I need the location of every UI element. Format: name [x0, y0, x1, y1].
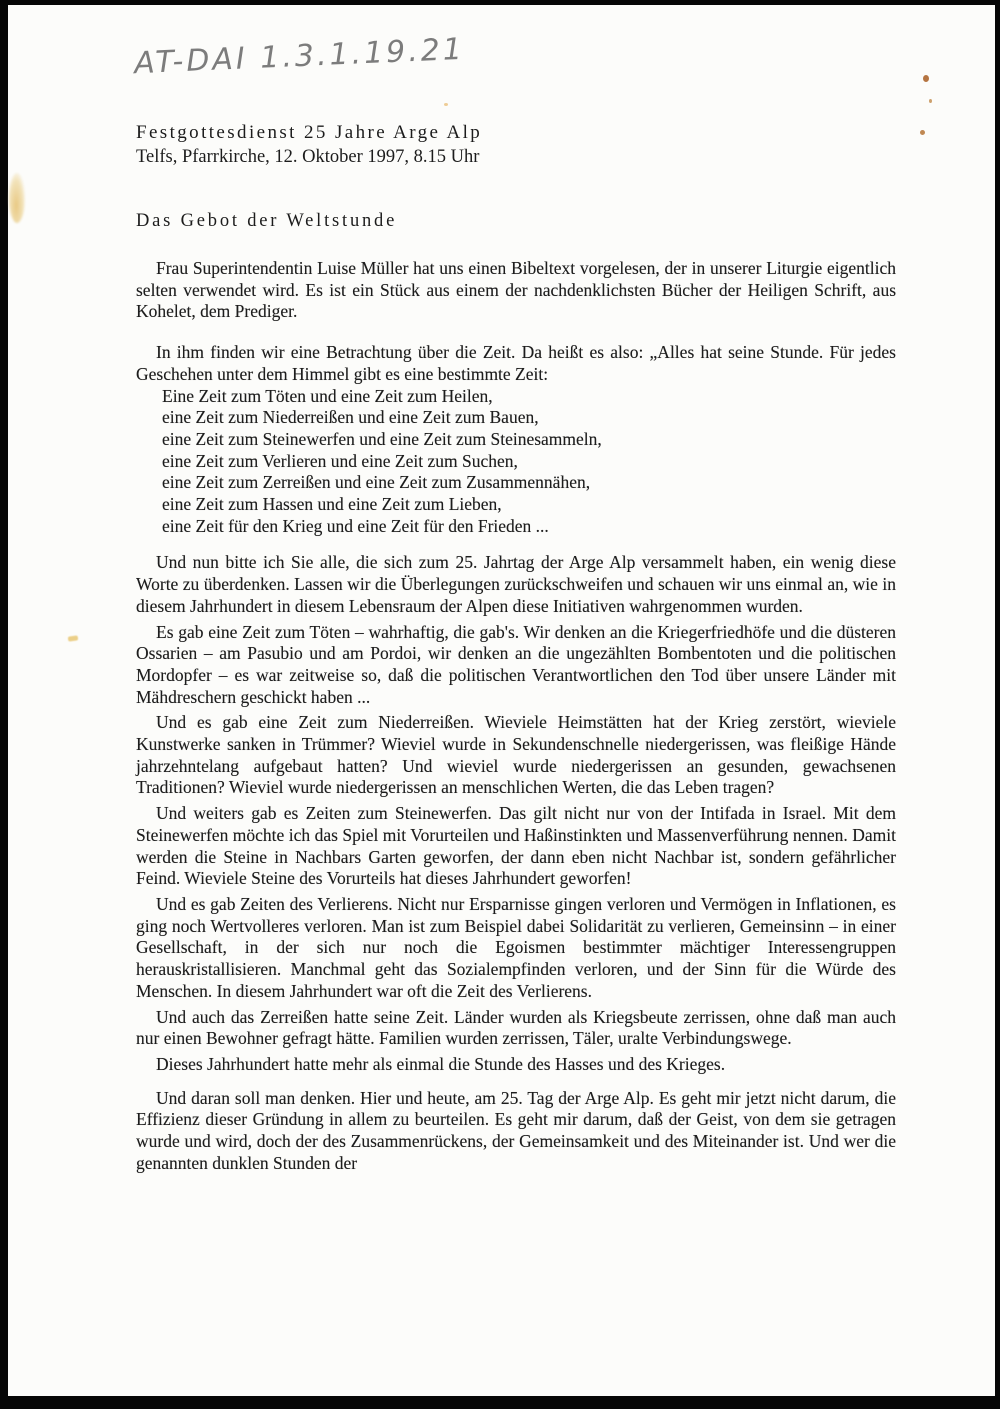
paragraph: Es gab eine Zeit zum Töten – wahrhaftig, die gab's. Wir denken an die Kriegerfriedhöfe und die düsteren Ossarien – am Pasubio und am Pordoi, wir denken an die ungezählten Bombentoten und die politischen Mordopfer – es war zeitweise so, daß die politischen Verantwortlichen den Tod über unsere Länder mit Mähdreschern geschickt haben ... [136, 621, 896, 707]
event-title-line: Festgottesdienst 25 Jahre Arge Alp [136, 122, 483, 143]
paragraph: Und auch das Zerreißen hatte seine Zeit. Länder wurden als Kriegsbeute zerrissen, ohne daß man auch nur einen Bewohner gefragt hätte. Familien wurden zerrissen, Täler, uralte Verbindungswege. [136, 1006, 896, 1049]
verse-line: eine Zeit zum Steinewerfen und eine Zeit zum Steinesammeln, [162, 428, 602, 449]
event-details-line: Telfs, Pfarrkirche, 12. Oktober 1997, 8.15 Uhr [136, 147, 480, 167]
paragraph: Frau Superintendentin Luise Müller hat uns einen Bibeltext vorgelesen, der in unserer Liturgie eigentlich selten verwendet wird. Es ist ein Stück aus einem der nachdenklichsten Bücher der Heiligen Schrift, aus Kohelet, dem Prediger. [136, 258, 896, 322]
stain [68, 635, 79, 641]
verse-line: eine Zeit zum Zerreißen und eine Zeit zum Zusammennähen, [162, 472, 591, 493]
archive-reference-handwriting: AT-DAI 1.3.1.19.21 [133, 31, 466, 82]
ink-speck [920, 130, 925, 135]
paragraph: Dieses Jahrhundert hatte mehr als einmal die Stunde des Hasses und des Krieges. [156, 1053, 726, 1074]
verse-line: eine Zeit zum Niederreißen und eine Zeit zum Bauen, [162, 407, 539, 428]
paragraph: Und es gab eine Zeit zum Niederreißen. Wieviele Heimstätten hat der Krieg zerstört, wieviele Kunstwerke sanken in Trümmer? Wieviel wurde in Sekundenschnelle niedergerissen, was fleißige Hände jahrzehntelang aufgebaut hatten? Und wieviel wurde niedergerissen an gesunden, gewachsenen Traditionen? Wieviel wurde niedergerissen an menschlichen Werten, die das Leben tragen? [136, 712, 896, 798]
paragraph: Und daran soll man denken. Hier und heute, am 25. Tag der Arge Alp. Es geht mir jetzt nicht darum, die Effizienz dieser Gründung in allem zu beurteilen. Es geht mir darum, daß der Geist, von dem sie getragen wurde und wird, doch der des Zusammenrückens, der Gemeinsamkeit und des Miteinander ist. Und wer die genannten dunklen Stunden der [136, 1087, 896, 1173]
ink-speck [444, 103, 448, 106]
verse-line: eine Zeit zum Verlieren und eine Zeit zum Suchen, [162, 450, 518, 471]
ink-speck [929, 99, 932, 103]
document-body [136, 250, 896, 1174]
ink-speck [923, 75, 929, 82]
paragraph: Und weiters gab es Zeiten zum Steinewerfen. Das gilt nicht nur von der Intifada in Israel. Mit dem Steinewerfen möchte ich das Spiel mit Vorurteilen und Haßinstinkten und Massenverführung nennen. Damit werden die Steine in Nachbars Garten geworfen, der dann eben nicht Nachbar ist, sondern gefährlicher Feind. Wieviele Steine des Vorurteils hat dieses Jahrhundert geworfen! [136, 803, 896, 889]
document-header [136, 121, 482, 169]
stain [9, 173, 25, 223]
bible-verse-list [162, 386, 896, 538]
verse-line: Eine Zeit zum Töten und eine Zeit zum Heilen, [162, 385, 493, 406]
paragraph: Und es gab Zeiten des Verlierens. Nicht nur Ersparnisse gingen verloren und Vermögen in Inflationen, es ging noch Wertvolleres verloren. Man ist zum Beispiel dabei Solidarität zu verlieren, Gemeinsinn – in einer Gesellschaft, in der sich nur noch die Egoismen bestimmter mächtiger Interessengruppen herauskristallisieren. Manchmal geht das Sozialempfinden verloren, und der Sinn für die Würde des Menschen. In diesem Jahrhundert war oft die Zeit des Verlierens. [136, 893, 896, 1001]
verse-line: eine Zeit zum Hassen und eine Zeit zum Lieben, [162, 494, 502, 515]
verse-line: eine Zeit für den Krieg und eine Zeit für den Frieden ... [162, 515, 549, 536]
paragraph: In ihm finden wir eine Betrachtung über die Zeit. Da heißt es also: „Alles hat seine Stunde. Für jedes Geschehen unter dem Himmel gibt es eine bestimmte Zeit: [136, 342, 896, 384]
document-page [8, 5, 995, 1396]
page-title: Das Gebot der Weltstunde [136, 211, 398, 231]
paragraph: Und nun bitte ich Sie alle, die sich zum 25. Jahrtag der Arge Alp versammelt haben, ein wenig diese Worte zu überdenken. Lassen wir die Überlegungen zurückschweifen und schauen wir uns einmal an, wie in diesem Jahrhundert in diesem Lebensraum der Alpen diese Initiativen wahrgenommen wurden. [136, 552, 896, 616]
